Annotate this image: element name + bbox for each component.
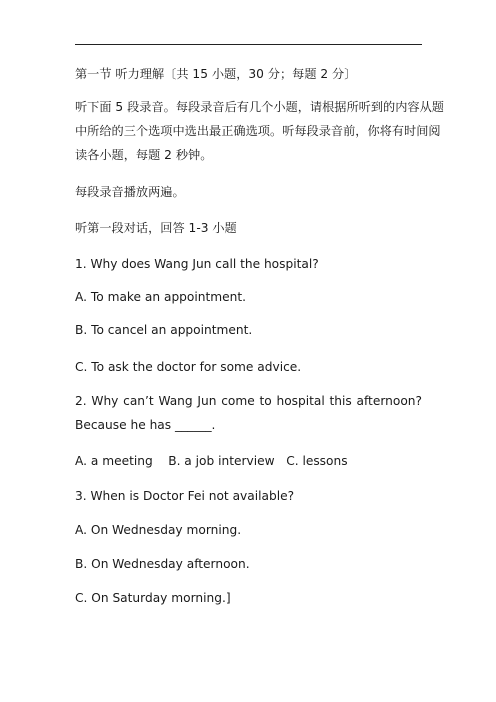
question-2-word: this <box>329 394 352 408</box>
question-2-word: Wang <box>158 394 193 408</box>
question-1-option-c: C. To ask the doctor for some advice. <box>75 360 302 374</box>
instructions-paragraph <box>75 95 444 167</box>
instructions-line: 读各小题，每题 2 秒钟。 <box>75 148 213 162</box>
question-2-word: to <box>259 394 272 408</box>
question-2-word: afternoon? <box>356 394 422 408</box>
instructions-line: 中所给的三个选项中选出最正确选项。听每段录音前，你将有时间阅 <box>75 124 441 138</box>
question-2-word: Jun <box>197 394 217 408</box>
question-2 <box>75 389 422 437</box>
question-3-option-a: A. On Wednesday morning. <box>75 523 242 537</box>
question-2-word: Why <box>91 394 119 408</box>
question-2-options: A. a meeting B. a job interview C. lessons <box>75 454 348 468</box>
question-2-word: can’t <box>123 394 154 408</box>
question-2-line-1 <box>75 389 422 413</box>
header-rule <box>75 44 422 45</box>
question-3-option-c: C. On Saturday morning.] <box>75 591 231 605</box>
play-note: 每段录音播放两遍。 <box>75 185 185 199</box>
question-1-option-b: B. To cancel an appointment. <box>75 323 253 337</box>
question-2-word: 2. <box>75 394 87 408</box>
question-3: 3. When is Doctor Fei not available? <box>75 489 295 503</box>
dialogue-intro: 听第一段对话，回答 1-3 小题 <box>75 221 237 235</box>
question-2-word: come <box>221 394 255 408</box>
question-2-line-2: Because he has ______. <box>75 418 216 432</box>
question-1-option-a: A. To make an appointment. <box>75 290 247 304</box>
question-3-option-b: B. On Wednesday afternoon. <box>75 557 250 571</box>
section-heading: 第一节 听力理解〔共 15 小题，30 分；每题 2 分〕 <box>75 67 357 81</box>
question-1: 1. Why does Wang Jun call the hospital? <box>75 257 319 271</box>
instructions-line: 听下面 5 段录音。每段录音后有几个小题，请根据所听到的内容从题 <box>75 100 444 114</box>
question-2-word: hospital <box>276 394 325 408</box>
